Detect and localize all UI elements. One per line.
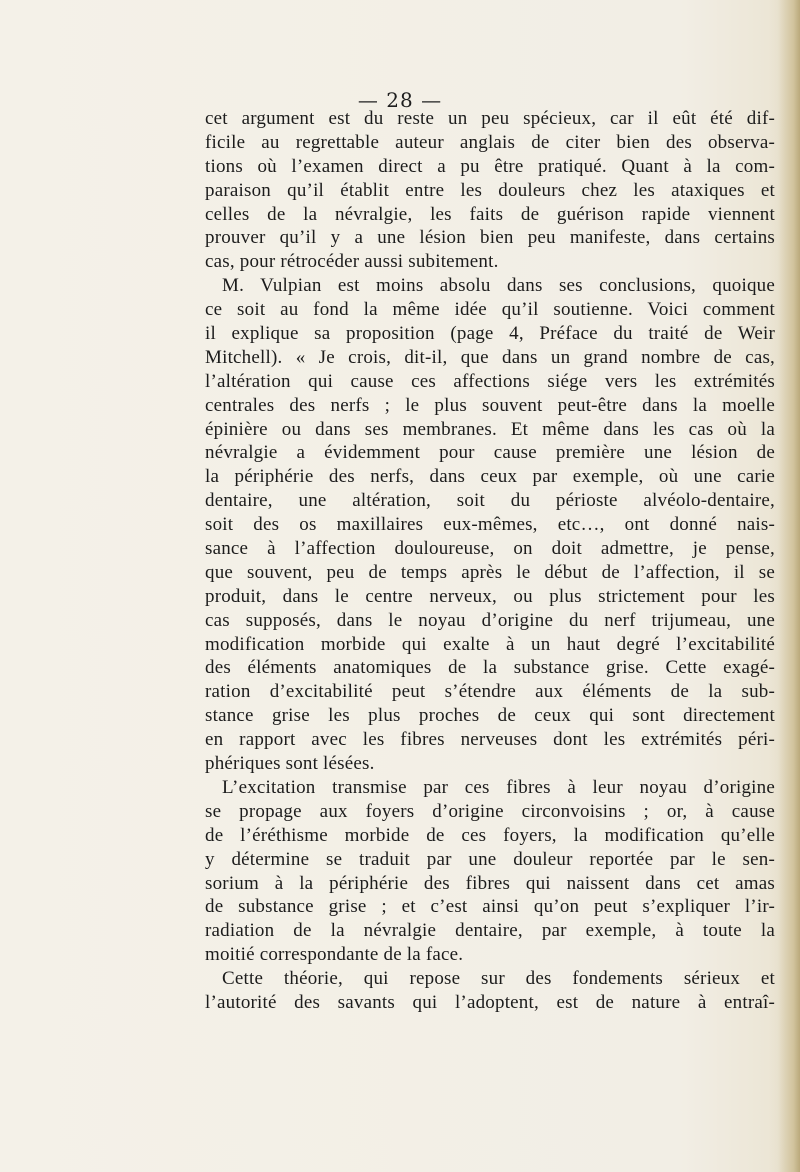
- text-line: cas, pour rétrocéder aussi subitement.: [205, 251, 499, 273]
- page-edge-shadow: [778, 0, 800, 1172]
- text-line: produit, dans le centre nerveux, ou plus strictement pour les: [205, 585, 775, 607]
- text-line: l’autorité des savants qui l’adoptent, est de nature à entraî-: [205, 991, 775, 1013]
- text-line: moitié correspondante de la face.: [205, 944, 464, 966]
- text-line: radiation de la névralgie dentaire, par exemple, à toute la: [205, 920, 775, 942]
- text-line: névralgie a évidemment pour cause première une lésion de: [205, 442, 775, 464]
- text-line: paraison qu’il établit entre les douleurs chez les ataxiques et: [205, 179, 775, 201]
- text-line: Cette théorie, qui repose sur des fondements sérieux et: [222, 968, 775, 990]
- text-line: modification morbide qui exalte à un haut degré l’excitabilité: [205, 633, 775, 655]
- text-line: se propage aux foyers d’origine circonvoisins ; or, à cause: [205, 800, 775, 822]
- text-line: centrales des nerfs ; le plus souvent peut-être dans la moelle: [205, 394, 775, 416]
- text-line: Mitchell). « Je crois, dit-il, que dans un grand nombre de cas,: [205, 346, 775, 368]
- text-line: sorium à la périphérie des fibres qui naissent dans cet amas: [205, 872, 775, 894]
- text-line: que souvent, peu de temps après le début de l’affection, il se: [205, 561, 775, 583]
- text-line: de substance grise ; et c’est ainsi qu’on peut s’expliquer l’ir-: [205, 896, 775, 918]
- text-line: M. Vulpian est moins absolu dans ses conclusions, quoique: [222, 275, 775, 297]
- text-line: cas supposés, dans le noyau d’origine du nerf trijumeau, une: [205, 609, 775, 631]
- text-line: cet argument est du reste un peu spécieux, car il eût été dif-: [205, 108, 775, 129]
- text-line: ce soit au fond la même idée qu’il soutienne. Voici comment: [205, 299, 775, 321]
- text-line: ficile au regrettable auteur anglais de citer bien des observa-: [205, 131, 775, 153]
- text-line: l’altération qui cause ces affections siége vers les extrémités: [205, 370, 775, 392]
- text-line: il explique sa proposition (page 4, Préface du traité de Weir: [205, 323, 775, 345]
- page-number: — 28 —: [357, 88, 443, 112]
- text-line: la périphérie des nerfs, dans ceux par exemple, où une carie: [205, 466, 775, 488]
- text-line: des éléments anatomiques de la substance grise. Cette exagé-: [205, 657, 775, 679]
- text-line: ration d’excitabilité peut s’étendre aux éléments de la sub-: [205, 681, 775, 703]
- text-line: stance grise les plus proches de ceux qui sont directement: [205, 705, 775, 727]
- text-line: tions où l’examen direct a pu être pratiqué. Quant à la com-: [205, 155, 775, 177]
- text-line: celles de la névralgie, les faits de guérison rapide viennent: [205, 203, 775, 225]
- text-line: en rapport avec les fibres nerveuses dont les extrémités péri-: [205, 729, 775, 751]
- text-line: dentaire, une altération, soit du périoste alvéolo-dentaire,: [205, 490, 775, 512]
- text-line: sance à l’affection douloureuse, on doit admettre, je pense,: [205, 538, 775, 560]
- text-line: épinière ou dans ses membranes. Et même dans les cas où la: [205, 418, 775, 440]
- body-text: [205, 107, 775, 1015]
- text-line: L’excitation transmise par ces fibres à leur noyau d’origine: [222, 776, 775, 798]
- text-line: y détermine se traduit par une douleur reportée par le sen-: [205, 848, 775, 870]
- text-line: de l’éréthisme morbide de ces foyers, la modification qu’elle: [205, 824, 775, 846]
- text-line: soit des os maxillaires eux-mêmes, etc…, ont donné nais-: [205, 514, 775, 536]
- text-line: phériques sont lésées.: [205, 753, 375, 775]
- text-line: prouver qu’il y a une lésion bien peu manifeste, dans certains: [205, 227, 775, 249]
